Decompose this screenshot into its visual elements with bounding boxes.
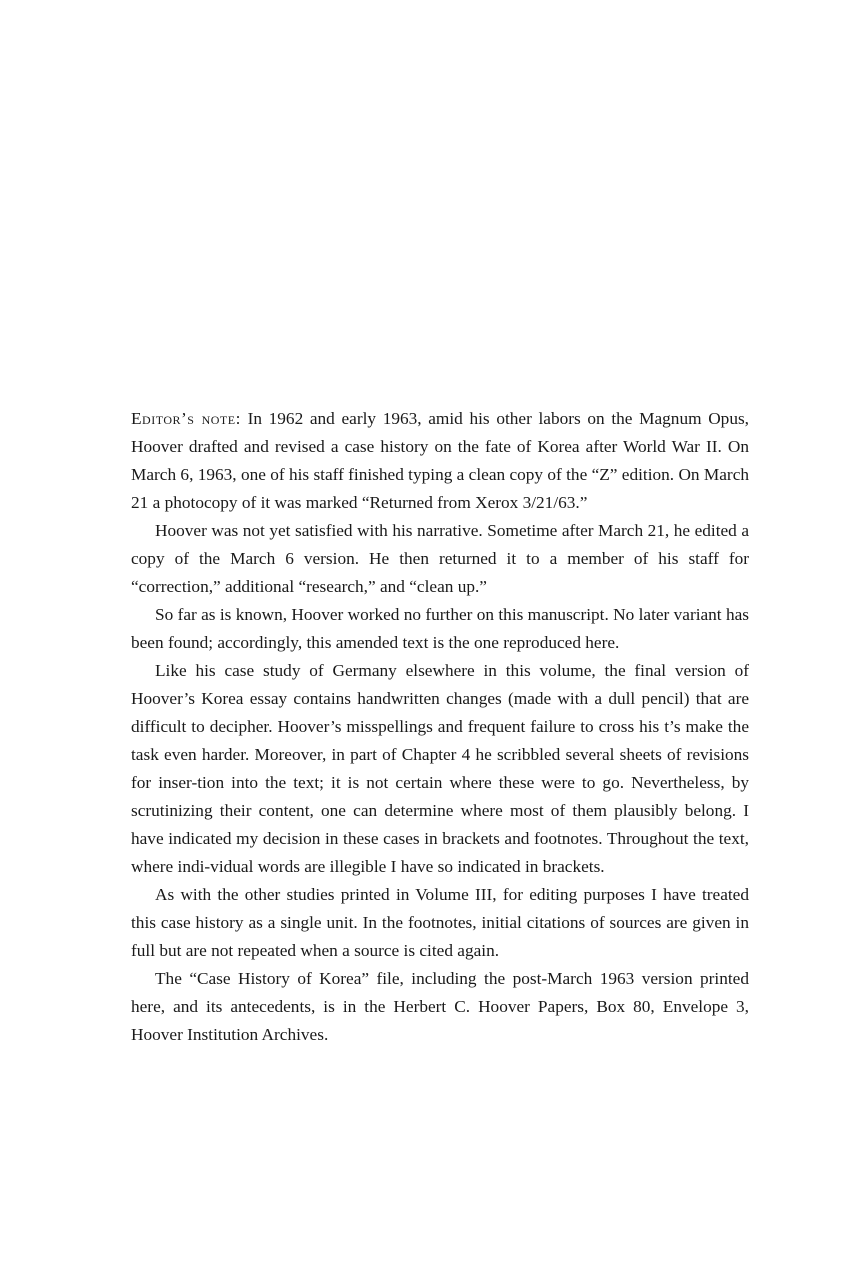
paragraph-1-text: In 1962 and early 1963, amid his other labors on the Magnum Opus, Hoover drafted and revised a case history on the fate of Korea after World War II. On March 6, 1963, one of his staff finished typing a clean copy of the “Z” edition. On March 21 a photocopy of it was marked “Returned from Xerox 3/21/63.” bbox=[131, 409, 750, 512]
paragraph-4: Like his case study of Germany elsewhere in this volume, the final version of Hoover’s Korea essay contains handwritten changes (made with a dull pencil) that are difficult to decipher. Hoover’s misspellings and frequent failure to cross his t’s make the task even harder. Moreover, in part of Chapter 4 he scribbled several sheets of revisions for inser-tion into the text; it is not certain where these were to go. Nevertheless, by scrutinizing their content, one can determine where most of them plausibly belong. I have indicated my decision in these cases in brackets and footnotes. Throughout the text, where indi-vidual words are illegible I have so indicated in brackets. bbox=[131, 661, 749, 876]
paragraph-3: So far as is known, Hoover worked no further on this manuscript. No later variant has been found; accordingly, this amended text is the one reproduced here. bbox=[131, 605, 749, 652]
paragraph-2: Hoover was not yet satisfied with his narrative. Sometime after March 21, he edited a copy of the March 6 version. He then returned it to a member of his staff for “correction,” additional “research,” and “clean up.” bbox=[131, 521, 749, 596]
editors-note-label: Editor’s note: bbox=[131, 409, 241, 428]
paragraph-1 bbox=[131, 405, 749, 517]
paragraph-5: As with the other studies printed in Volume III, for editing purposes I have treated this case history as a single unit. In the footnotes, initial citations of sources are given in full but are not repeated when a source is cited again. bbox=[131, 885, 749, 960]
paragraph-6: The “Case History of Korea” file, including the post-March 1963 version printed here, and its antecedents, is in the Herbert C. Hoover Papers, Box 80, Envelope 3, Hoover Institution Archives. bbox=[131, 969, 749, 1044]
editors-note bbox=[131, 405, 749, 1049]
